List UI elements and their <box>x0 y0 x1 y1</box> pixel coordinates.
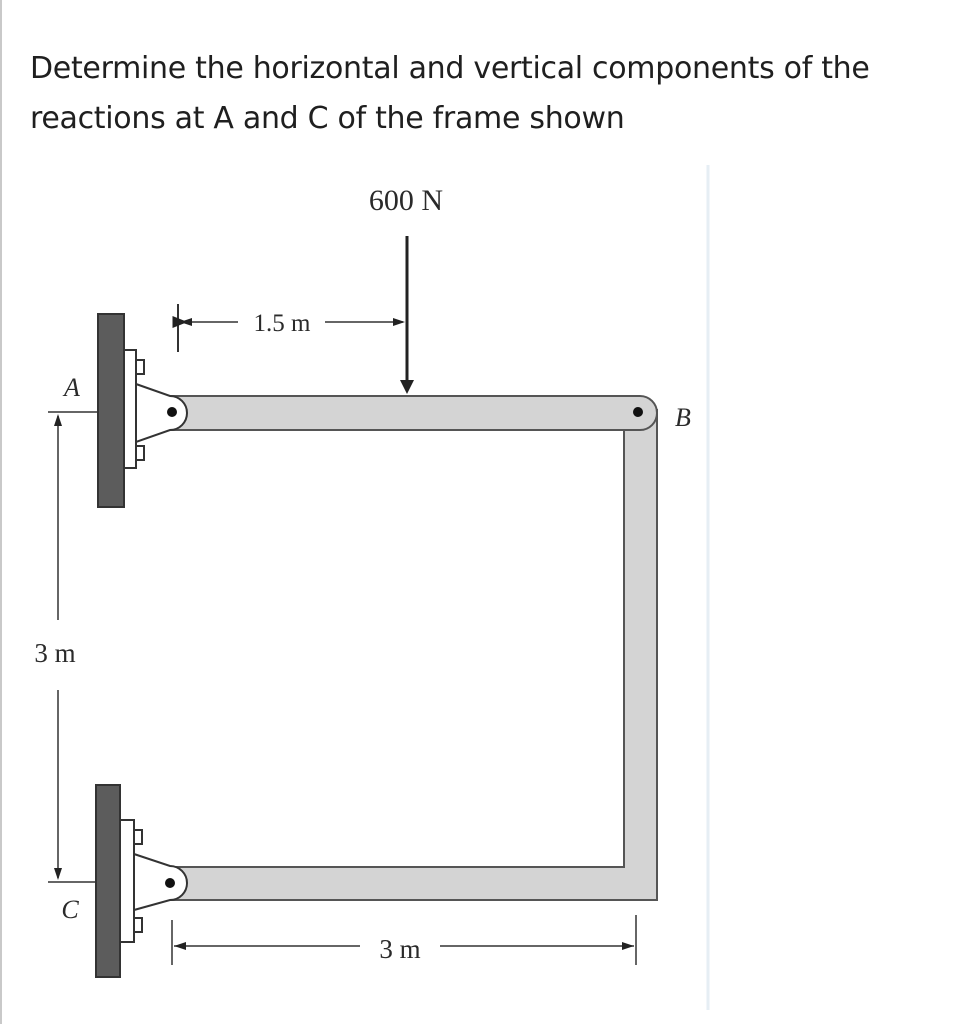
pin-bracket-c <box>134 854 187 910</box>
label-point-b: B <box>675 403 691 432</box>
pin-b <box>633 407 643 417</box>
frame-diagram <box>0 160 955 1024</box>
pin-bracket-a <box>136 384 187 442</box>
dimension-3m-vertical <box>34 412 98 882</box>
dim-label-left: 3 m <box>34 638 76 668</box>
dimension-1-5m <box>178 304 405 352</box>
bottom-member <box>170 867 657 900</box>
question-line-2: reactions at A and C of the frame shown <box>30 101 625 136</box>
load-label: 600 N <box>368 184 444 217</box>
question-text <box>30 44 930 144</box>
dim-label-bottom: 3 m <box>379 934 421 964</box>
load-arrowhead <box>400 380 414 394</box>
load-600n <box>369 184 443 394</box>
label-point-a: A <box>64 373 80 402</box>
label-point-c: C <box>61 895 79 924</box>
dim-label-top: 1.5 m <box>253 310 311 337</box>
dimension-3m-horizontal <box>172 915 636 965</box>
corner-joint <box>625 860 656 898</box>
vertical-member <box>624 410 657 900</box>
frame-members <box>160 396 657 900</box>
top-member-ab <box>160 396 657 430</box>
question-line-1: Determine the horizontal and vertical components of the <box>30 51 870 86</box>
